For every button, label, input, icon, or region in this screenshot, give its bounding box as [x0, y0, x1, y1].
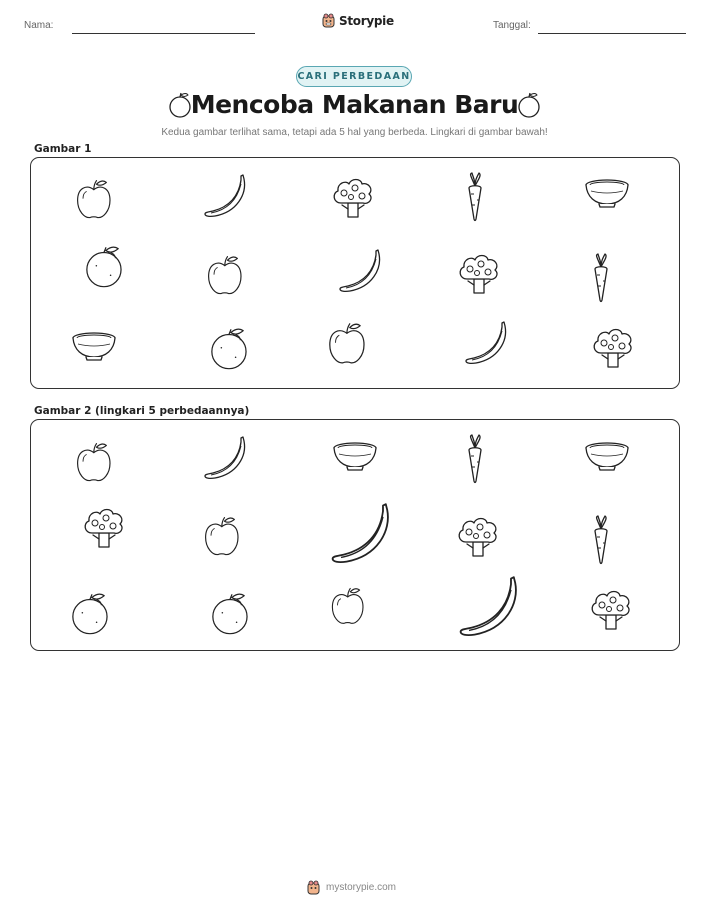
picture2-bowl-icon[interactable]: [583, 440, 631, 476]
picture1-broccoli-icon: [589, 323, 637, 375]
picture1-orange-icon: [84, 243, 126, 293]
date-label: Tanggal:: [493, 20, 531, 31]
picture1-bowl-icon: [583, 177, 631, 213]
picture1-broccoli-icon: [455, 249, 503, 301]
page-title: Mencoba Makanan Baru: [190, 90, 519, 119]
picture2-broccoli-icon[interactable]: [587, 585, 635, 637]
picture2-carrot-icon[interactable]: [463, 434, 487, 488]
picture2-apple-icon[interactable]: [74, 440, 114, 487]
footer: [307, 880, 396, 895]
picture2-apple-icon[interactable]: [329, 585, 366, 630]
picture1-label: Gambar 1: [34, 143, 92, 155]
picture1-banana-icon: [462, 319, 510, 371]
picture2-broccoli-icon[interactable]: [80, 503, 128, 555]
picture1-banana-icon: [201, 172, 249, 224]
picture1-orange-icon: [209, 325, 251, 375]
name-field-line[interactable]: [72, 33, 255, 34]
picture1-apple-icon: [205, 253, 245, 300]
picture2-broccoli-icon[interactable]: [454, 512, 502, 564]
picture1-apple-icon: [74, 177, 114, 224]
picture1-banana-icon: [336, 247, 384, 299]
picture1-carrot-icon: [463, 172, 487, 226]
picture2-label: Gambar 2 (lingkari 5 perbedaannya): [34, 405, 250, 417]
picture2-carrot-icon[interactable]: [589, 515, 613, 569]
footer-url: mystorypie.com: [326, 882, 397, 893]
category-badge: CARI PERBEDAAN: [296, 66, 412, 87]
storypie-logo-icon: [307, 880, 320, 895]
brand-name: Storypie: [339, 13, 394, 28]
picture2-banana-icon[interactable]: [455, 573, 522, 644]
picture2-orange-icon[interactable]: [210, 590, 252, 640]
name-label: Nama:: [24, 20, 54, 31]
picture1-carrot-icon: [589, 253, 613, 307]
picture2-apple-icon[interactable]: [202, 514, 242, 561]
picture1-bowl-icon: [70, 330, 118, 366]
instructions: Kedua gambar terlihat sama, tetapi ada 5 hal yang berbeda. Lingkari di gambar bawah!: [161, 127, 548, 138]
picture2-banana-icon[interactable]: [327, 500, 394, 571]
apple-icon: [517, 92, 541, 122]
picture2-bowl-icon[interactable]: [331, 440, 379, 476]
picture2-banana-icon[interactable]: [201, 434, 249, 486]
date-field-line[interactable]: [538, 33, 686, 34]
picture1-broccoli-icon: [329, 173, 377, 225]
picture2-orange-icon[interactable]: [70, 590, 112, 640]
storypie-logo-icon: [322, 13, 335, 28]
picture1-apple-icon: [326, 320, 368, 370]
brand-logo: [322, 13, 394, 28]
